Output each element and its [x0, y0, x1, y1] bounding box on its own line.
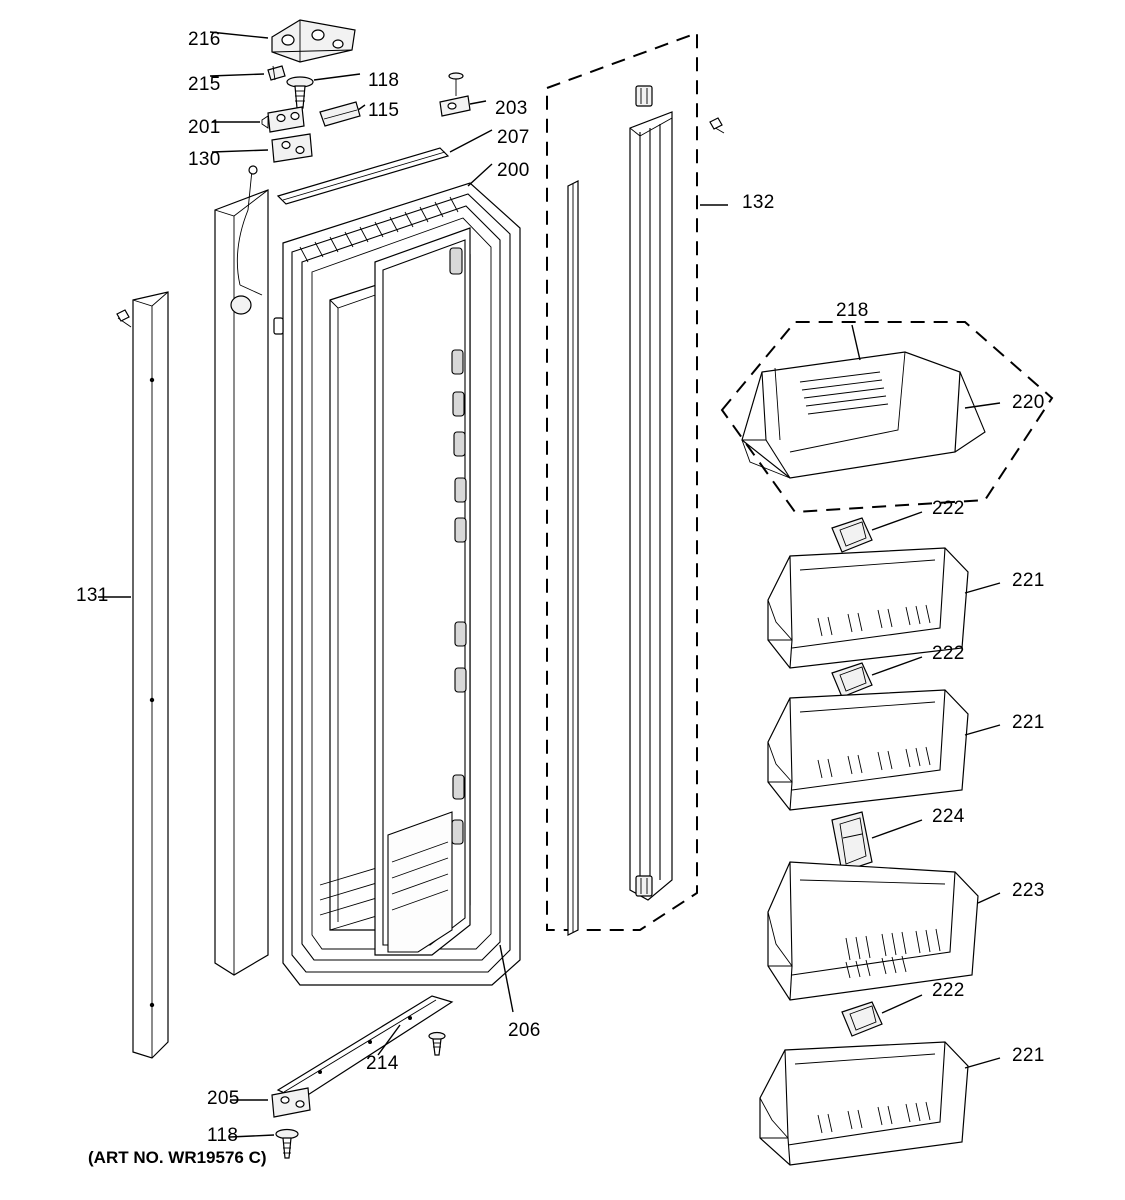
part-118-screw-bottom [276, 1130, 298, 1159]
part-218-dairy-cover [742, 352, 985, 478]
callout-118-top: 118 [368, 70, 400, 91]
part-132-rail-assembly [568, 86, 724, 935]
callout-223: 223 [1012, 880, 1045, 901]
part-201-bracket [262, 107, 304, 132]
callout-206: 206 [508, 1020, 541, 1041]
part-221-door-bin-3 [760, 1042, 968, 1165]
callout-221-1: 221 [1012, 570, 1045, 591]
part-222-clip-3 [842, 1002, 882, 1036]
callout-220: 220 [1012, 392, 1045, 413]
part-118-screw-top [287, 77, 313, 108]
callout-201: 201 [188, 117, 221, 138]
callout-115: 115 [368, 100, 400, 121]
callout-221-3: 221 [1012, 1045, 1045, 1066]
callout-214: 214 [366, 1053, 399, 1074]
callout-130: 130 [188, 149, 221, 170]
part-221-door-bin-2 [768, 690, 968, 810]
art-number-label: (ART NO. WR19576 C) [88, 1148, 267, 1167]
part-215-clip [268, 66, 285, 80]
callout-200: 200 [497, 160, 530, 181]
callout-207: 207 [497, 127, 530, 148]
callout-203: 203 [495, 98, 528, 119]
callout-222-1: 222 [932, 498, 965, 519]
part-222-clip-2 [832, 663, 872, 697]
callout-131: 131 [76, 585, 109, 606]
part-214-bottom-trim [278, 996, 452, 1100]
callout-218: 218 [836, 300, 869, 321]
part-115-plate [320, 102, 360, 126]
part-222-clip-1 [832, 518, 872, 552]
callout-224: 224 [932, 806, 965, 827]
part-205-bracket [272, 1088, 310, 1117]
callout-221-2: 221 [1012, 712, 1045, 733]
callout-205: 205 [207, 1088, 240, 1109]
part-130-plate [272, 134, 312, 162]
part-131-trim-strip [117, 292, 168, 1058]
part-203-bracket [440, 73, 470, 116]
part-216-hinge-plate [272, 20, 355, 62]
callout-215: 215 [188, 74, 221, 95]
callout-216: 216 [188, 29, 221, 50]
callout-222-2: 222 [932, 643, 965, 664]
part-screw-214 [429, 1033, 445, 1056]
part-inner-liner-slots [375, 228, 470, 955]
callout-118-bottom: 118 [207, 1125, 239, 1146]
callout-222-3: 222 [932, 980, 965, 1001]
part-224-clip [832, 812, 872, 872]
callout-132: 132 [742, 192, 775, 213]
